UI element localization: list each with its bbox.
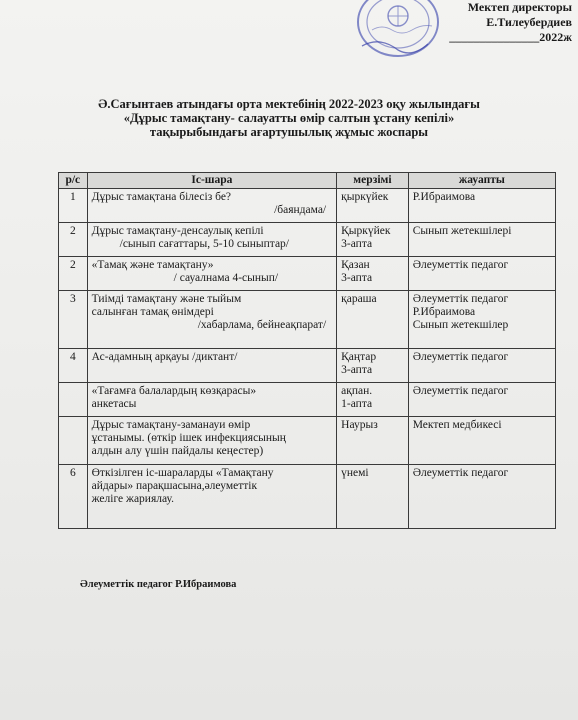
responsible-cell (408, 223, 555, 257)
activity-cell (87, 291, 337, 349)
title-line-2: «Дұрыс тамақтану- салауатты өмір салтын ұстану кепілі» (123, 111, 455, 125)
activity-cell-line: анкетасы (91, 398, 137, 410)
responsible-cell-line: Сынып жетекшілер (412, 319, 509, 331)
title-line-3: тақырыбындағы ағартушылық жұмыс жоспары (149, 125, 429, 139)
responsible-cell-line: Р.Ибраимова (412, 191, 476, 203)
activity-cell-line: салынған тамақ өнімдері (91, 306, 214, 318)
row-number: 1 (59, 189, 88, 223)
activity-cell-line: Тиімді тамақтану және тыйым (91, 293, 242, 305)
responsible-cell (408, 257, 555, 291)
due-cell-line: 1-апта (341, 398, 373, 410)
approval-block (392, 0, 572, 45)
approval-position: Мектеп директоры (467, 0, 572, 14)
due-cell-line: қараша (341, 293, 377, 305)
plan-table (58, 172, 556, 529)
activity-cell (87, 383, 337, 417)
due-cell (337, 189, 409, 223)
due-cell-line: Қаңтар (341, 351, 377, 363)
due-cell-line: ақпан. (341, 385, 373, 397)
plan-table-body (59, 189, 556, 529)
row-number (59, 383, 88, 417)
responsible-cell (408, 417, 555, 465)
due-cell-line: 3-апта (341, 272, 373, 284)
table-header-row (59, 173, 556, 189)
due-cell-line: 3-апта (341, 364, 373, 376)
activity-cell-line: айдары» парақшасына,әлеуметтік (91, 480, 258, 492)
table-row (59, 291, 556, 349)
row-number: 4 (59, 349, 88, 383)
activity-cell-line: /баяндама/ (274, 204, 327, 216)
activity-cell (87, 257, 337, 291)
activity-cell-line: Дұрыс тамақтану-заманауи өмір (91, 419, 251, 431)
responsible-cell (408, 383, 555, 417)
due-cell-line: 3-апта (341, 238, 373, 250)
due-cell (337, 465, 409, 529)
row-number: 2 (59, 223, 88, 257)
activity-cell-line: Өткізілген іс-шараларды «Тамақтану (91, 467, 274, 479)
responsible-cell (408, 465, 555, 529)
responsible-cell-line: Әлеуметтік педагог (412, 293, 509, 305)
due-cell-line: Наурыз (341, 419, 378, 431)
signature-line: Әлеуметтік педагог Р.Ибраимова (80, 579, 237, 590)
activity-cell (87, 349, 337, 383)
activity-cell-line: «Тамақ және тамақтану» (91, 259, 214, 271)
due-cell (337, 383, 409, 417)
table-row (59, 257, 556, 291)
responsible-cell-line: Мектеп медбикесі (412, 419, 502, 431)
table-row (59, 465, 556, 529)
approval-date: _______________2022ж (449, 30, 572, 44)
responsible-cell-line: Р.Ибраимова (412, 306, 476, 318)
activity-cell-line: Дұрыс тамақтану-денсаулық кепілі (91, 225, 264, 237)
responsible-cell (408, 291, 555, 349)
activity-cell (87, 189, 337, 223)
due-cell (337, 291, 409, 349)
due-cell (337, 223, 409, 257)
activity-cell (87, 465, 337, 529)
approval-name: Е.Тилеубердиев (486, 15, 572, 29)
header-activity: Іс-шара (87, 173, 337, 189)
header-num: р/с (59, 173, 88, 189)
activity-cell-line: Ас-адамның арқауы /диктант/ (91, 351, 238, 363)
header-responsible: жауапты (408, 173, 555, 189)
table-row (59, 349, 556, 383)
due-cell-line: Қазан (341, 259, 370, 271)
row-number (59, 417, 88, 465)
responsible-cell-line: Сынып жетекшілері (412, 225, 512, 237)
responsible-cell-line: Әлеуметтік педагог (412, 259, 509, 271)
activity-cell-line: «Тағамға балалардың көзқарасы» (91, 385, 257, 397)
activity-cell-line: ұстанымы. (өткір ішек инфекциясының (91, 432, 286, 444)
row-number: 2 (59, 257, 88, 291)
activity-cell-line: / сауалнама 4-сынып/ (173, 272, 279, 284)
row-number: 3 (59, 291, 88, 349)
document-title (0, 97, 578, 139)
table-row (59, 383, 556, 417)
row-number: 6 (59, 465, 88, 529)
due-cell-line: үнемі (341, 467, 369, 479)
responsible-cell-line: Әлеуметтік педагог (412, 467, 509, 479)
due-cell (337, 417, 409, 465)
activity-cell-line: алдын алу үшін пайдалы кеңестер) (91, 445, 264, 457)
activity-cell-line: /сынып сағаттары, 5-10 сыныптар/ (119, 238, 289, 250)
activity-cell-line: Дұрыс тамақтана білесіз бе? (91, 191, 232, 203)
responsible-cell (408, 189, 555, 223)
responsible-cell (408, 349, 555, 383)
table-row (59, 417, 556, 465)
activity-cell-line: /хабарлама, бейнеақпарат/ (197, 319, 327, 331)
table-row (59, 223, 556, 257)
table-row (59, 189, 556, 223)
responsible-cell-line: Әлеуметтік педагог (412, 351, 509, 363)
activity-cell (87, 417, 337, 465)
responsible-cell-line: Әлеуметтік педагог (412, 385, 509, 397)
due-cell-line: Қыркүйек (341, 225, 391, 237)
due-cell-line: қыркүйек (341, 191, 389, 203)
header-due: мерзімі (337, 173, 409, 189)
activity-cell-line: желіге жариялау. (91, 493, 174, 505)
title-line-1: Ә.Сағынтаев атындағы орта мектебінің 2022-2023 оқу жылындағы (98, 97, 480, 111)
activity-cell (87, 223, 337, 257)
due-cell (337, 349, 409, 383)
due-cell (337, 257, 409, 291)
